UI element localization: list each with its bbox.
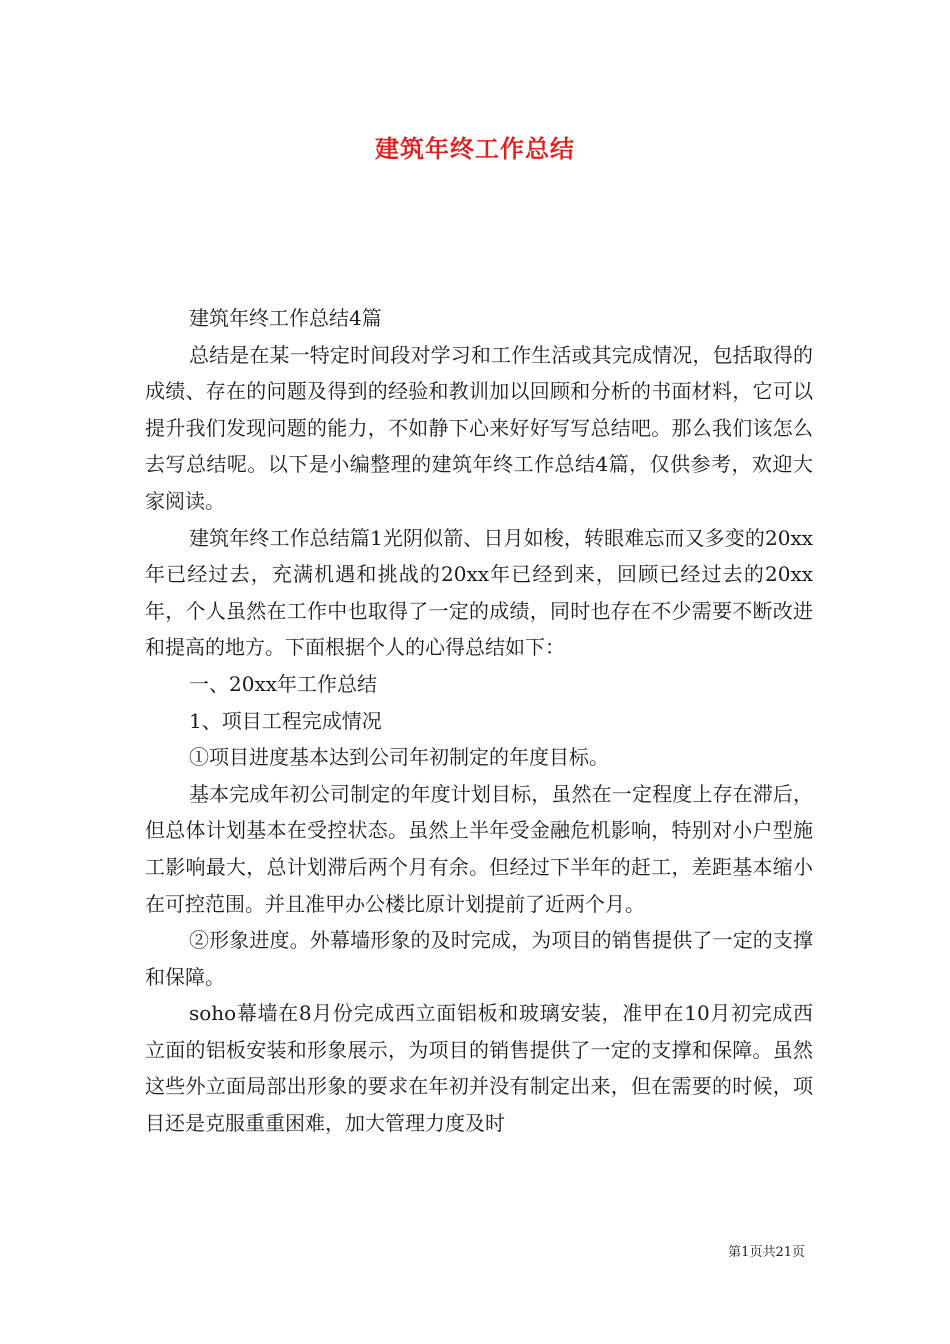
document-body: [145, 300, 813, 1142]
heading-subsection-1: 1、项目工程完成情况: [189, 708, 382, 733]
paragraph-point-1: ①项目进度基本达到公司年初制定的年度目标。: [189, 745, 609, 770]
paragraph-part1: 建筑年终工作总结篇1光阴似箭、日月如梭，转眼难忘而又多变的20xx年已经过去，充满机遇和挑战的20xx年已经到来，回顾已经过去的20xx年，个人虽然在工作中也取得了一定的成绩，同时也存在不少需要不断改进和提高的地方。下面根据个人的心得总结如下：: [145, 525, 813, 660]
paragraph-intro: 总结是在某一特定时间段对学习和工作生活或其完成情况，包括取得的成绩、存在的问题及得到的经验和教训加以回顾和分析的书面材料，它可以提升我们发现问题的能力，不如静下心来好好写写总结吧。那么我们该怎么去写总结呢。以下是小编整理的建筑年终工作总结4篇，仅供参考，欢迎大家阅读。: [145, 342, 813, 513]
heading-section-1: 一、20xx年工作总结: [189, 671, 378, 696]
page-number-footer: 第1页共21页: [728, 1245, 805, 1260]
paragraph-subtitle: 建筑年终工作总结4篇: [189, 306, 382, 330]
paragraph-facade-detail: soho幕墙在8月份完成西立面铝板和玻璃安装，准甲在10月初完成西立面的铝板安装和形象展示，为项目的销售提供了一定的支撑和保障。虽然这些外立面局部出形象的要求在年初并没有制定出来，但在需要的时候，项目还是克服重重困难，加大管理力度及时: [145, 1001, 813, 1136]
document-title: 建筑年终工作总结: [375, 135, 575, 163]
paragraph-progress-detail: 基本完成年初公司制定的年度计划目标，虽然在一定程度上存在滞后，但总体计划基本在受控状态。虽然上半年受金融危机影响，特别对小户型施工影响最大，总计划滞后两个月有余。但经过下半年的赶工，差距基本缩小在可控范围。并且准甲办公楼比原计划提前了近两个月。: [145, 781, 813, 916]
paragraph-point-2: ②形象进度。外幕墙形象的及时完成，为项目的销售提供了一定的支撑和保障。: [145, 928, 813, 989]
